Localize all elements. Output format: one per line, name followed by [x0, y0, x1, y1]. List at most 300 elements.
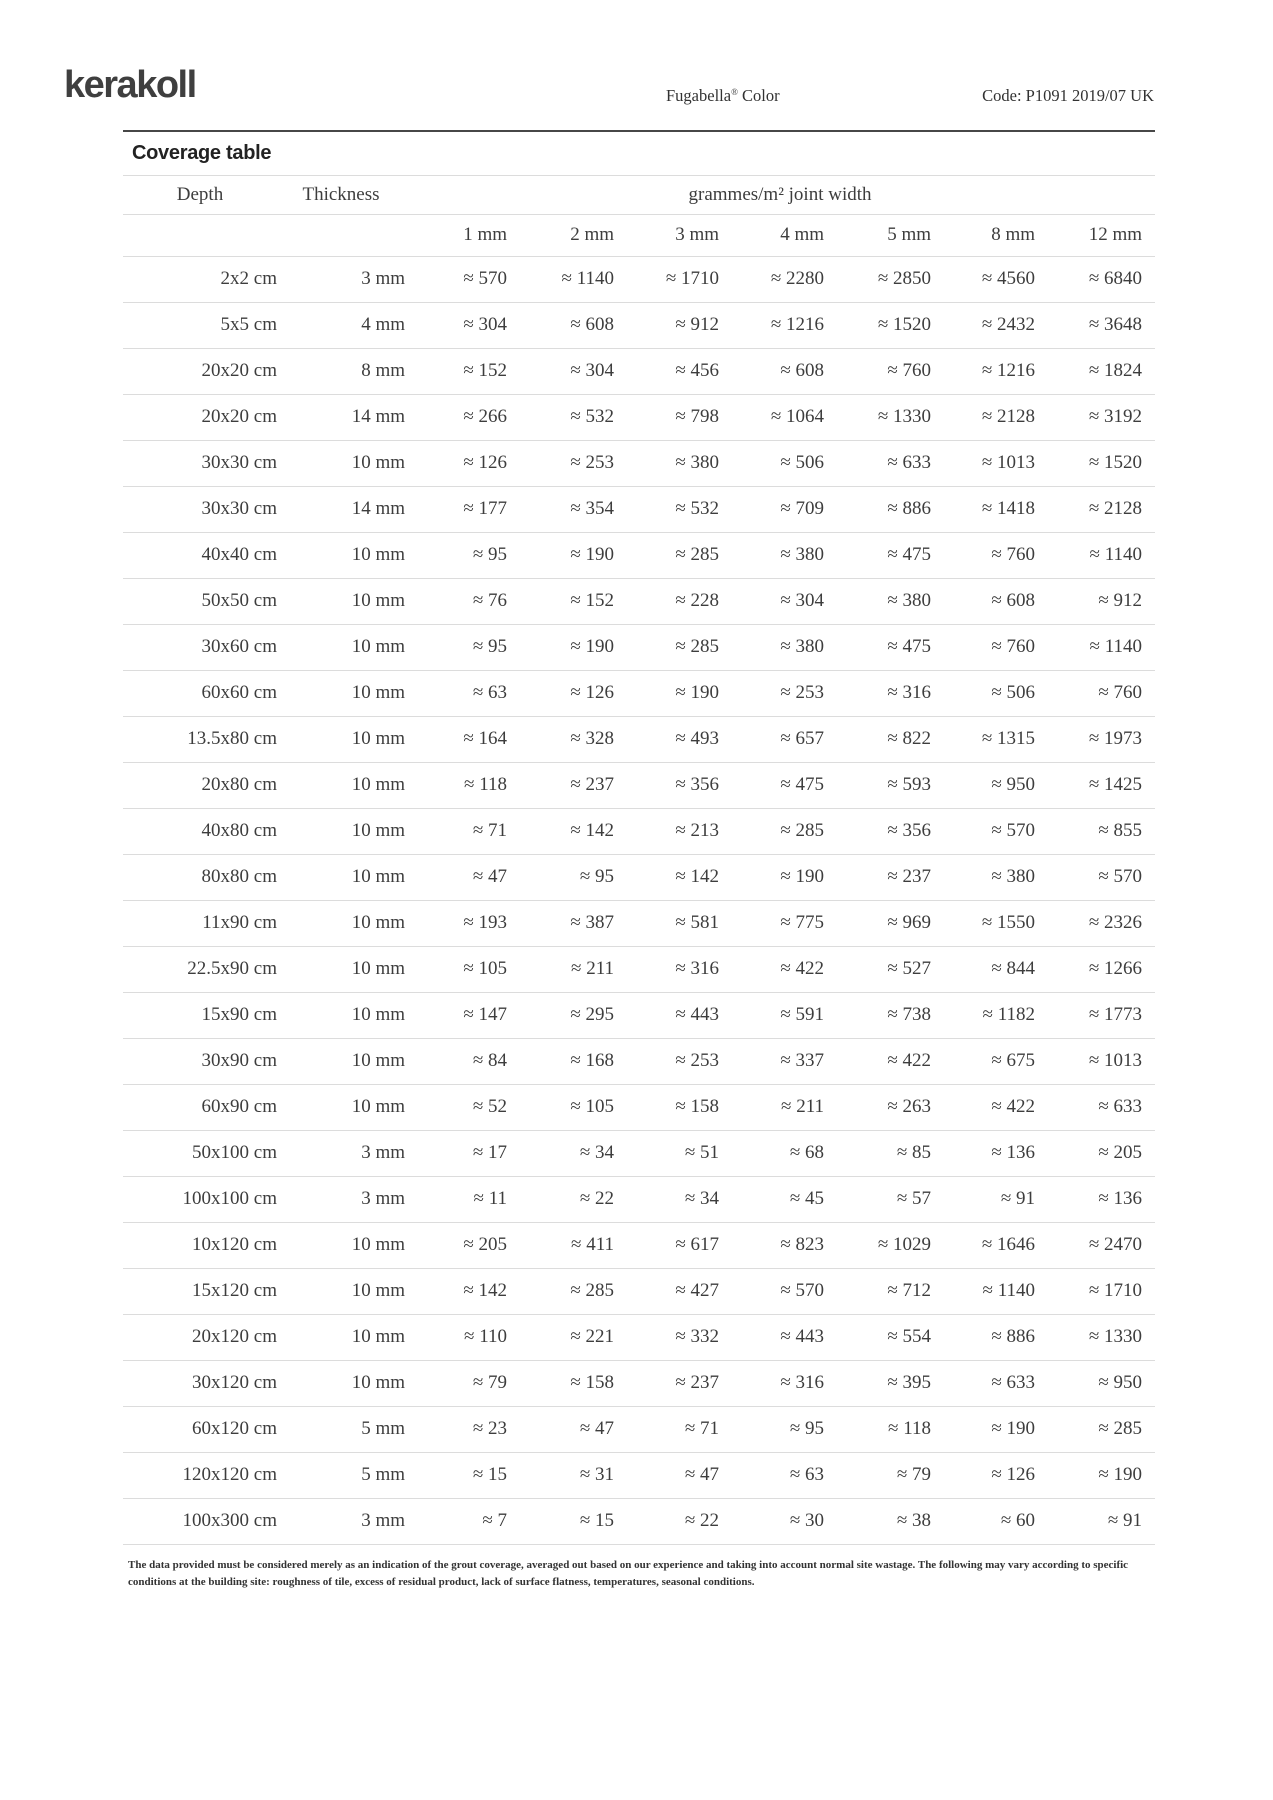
- coverage-value-cell: ≈ 855: [1098, 820, 1143, 841]
- thickness-cell: 10 mm: [351, 1234, 405, 1255]
- table-row: [123, 486, 1155, 532]
- coverage-value-cell: ≈ 633: [1098, 1096, 1143, 1117]
- coverage-value-cell: ≈ 633: [991, 1372, 1035, 1393]
- coverage-value-cell: ≈ 304: [463, 314, 507, 335]
- coverage-value-cell: ≈ 205: [463, 1234, 507, 1255]
- coverage-value-cell: ≈ 1646: [981, 1234, 1035, 1255]
- coverage-value-cell: ≈ 1520: [1088, 452, 1143, 473]
- depth-cell: 60x90 cm: [201, 1096, 277, 1117]
- coverage-value-cell: ≈ 7: [482, 1510, 507, 1531]
- coverage-value-cell: ≈ 387: [570, 912, 614, 933]
- coverage-value-cell: ≈ 142: [675, 866, 719, 887]
- product-title: [666, 86, 780, 106]
- coverage-value-cell: ≈ 237: [675, 1372, 719, 1393]
- depth-cell: 11x90 cm: [202, 912, 277, 933]
- table-row: [123, 348, 1155, 394]
- joint-width-2mm: 2 mm: [570, 224, 614, 245]
- coverage-value-cell: ≈ 1550: [981, 912, 1035, 933]
- product-name: Fugabella: [666, 86, 732, 105]
- coverage-value-cell: ≈ 570: [463, 268, 507, 289]
- table-header-row: [123, 176, 1155, 214]
- thickness-cell: 3 mm: [361, 1510, 405, 1531]
- coverage-value-cell: ≈ 380: [887, 590, 931, 611]
- coverage-value-cell: ≈ 1710: [665, 268, 719, 289]
- coverage-value-cell: ≈ 136: [1098, 1188, 1143, 1209]
- depth-cell: 30x120 cm: [192, 1372, 277, 1393]
- coverage-value-cell: ≈ 591: [780, 1004, 824, 1025]
- registered-trademark-symbol: ®: [731, 87, 738, 97]
- coverage-value-cell: ≈ 158: [675, 1096, 719, 1117]
- coverage-value-cell: ≈ 17: [472, 1142, 507, 1163]
- coverage-value-cell: ≈ 2432: [981, 314, 1035, 335]
- coverage-value-cell: ≈ 760: [991, 636, 1035, 657]
- depth-cell: 50x100 cm: [192, 1142, 277, 1163]
- coverage-value-cell: ≈ 608: [991, 590, 1035, 611]
- thickness-cell: 10 mm: [351, 820, 405, 841]
- coverage-value-cell: ≈ 617: [675, 1234, 719, 1255]
- table-row: [123, 1498, 1155, 1544]
- coverage-value-cell: ≈ 285: [570, 1280, 614, 1301]
- coverage-value-cell: ≈ 422: [780, 958, 824, 979]
- table-row: [123, 532, 1155, 578]
- coverage-value-cell: ≈ 3648: [1088, 314, 1143, 335]
- coverage-value-cell: ≈ 237: [887, 866, 931, 887]
- coverage-value-cell: ≈ 316: [887, 682, 931, 703]
- coverage-value-cell: ≈ 253: [570, 452, 614, 473]
- depth-cell: 22.5x90 cm: [187, 958, 277, 979]
- depth-column-header: Depth: [176, 183, 224, 205]
- coverage-value-cell: ≈ 205: [1098, 1142, 1143, 1163]
- coverage-value-cell: ≈ 475: [780, 774, 824, 795]
- depth-cell: 80x80 cm: [201, 866, 277, 887]
- coverage-value-cell: ≈ 532: [570, 406, 614, 427]
- thickness-cell: 10 mm: [351, 544, 405, 565]
- coverage-value-cell: ≈ 1824: [1088, 360, 1143, 381]
- coverage-value-cell: ≈ 608: [780, 360, 824, 381]
- coverage-value-cell: ≈ 110: [464, 1326, 507, 1347]
- grammes-joint-width-header: grammes/m² joint width: [688, 183, 872, 205]
- coverage-value-cell: ≈ 1330: [877, 406, 931, 427]
- thickness-cell: 10 mm: [351, 682, 405, 703]
- coverage-section: [123, 130, 1155, 1592]
- coverage-value-cell: ≈ 4560: [981, 268, 1035, 289]
- table-row: [123, 256, 1155, 302]
- coverage-value-cell: ≈ 1140: [982, 1280, 1035, 1301]
- coverage-value-cell: ≈ 85: [896, 1142, 931, 1163]
- depth-cell: 100x100 cm: [182, 1188, 277, 1209]
- joint-width-12mm: 12 mm: [1088, 224, 1143, 245]
- coverage-value-cell: ≈ 2850: [877, 268, 931, 289]
- coverage-value-cell: ≈ 332: [675, 1326, 719, 1347]
- coverage-value-cell: ≈ 1064: [770, 406, 824, 427]
- coverage-value-cell: ≈ 84: [472, 1050, 507, 1071]
- thickness-cell: 10 mm: [351, 866, 405, 887]
- coverage-value-cell: ≈ 1266: [1088, 958, 1143, 979]
- coverage-value-cell: ≈ 47: [579, 1418, 614, 1439]
- joint-width-5mm: 5 mm: [887, 224, 931, 245]
- coverage-table-title: Coverage table: [123, 130, 1155, 176]
- coverage-value-cell: ≈ 253: [780, 682, 824, 703]
- coverage-value-cell: ≈ 2470: [1088, 1234, 1143, 1255]
- thickness-cell: 10 mm: [351, 1004, 405, 1025]
- coverage-value-cell: ≈ 304: [570, 360, 614, 381]
- coverage-value-cell: ≈ 30: [789, 1510, 824, 1531]
- depth-cell: 60x60 cm: [201, 682, 277, 703]
- coverage-value-cell: ≈ 68: [789, 1142, 824, 1163]
- table-row: [123, 900, 1155, 946]
- coverage-value-cell: ≈ 95: [472, 636, 507, 657]
- coverage-value-cell: ≈ 95: [579, 866, 614, 887]
- coverage-value-cell: ≈ 63: [472, 682, 507, 703]
- table-row: [123, 578, 1155, 624]
- coverage-value-cell: ≈ 6840: [1088, 268, 1143, 289]
- coverage-value-cell: ≈ 45: [789, 1188, 824, 1209]
- coverage-value-cell: ≈ 285: [675, 544, 719, 565]
- table-row: [123, 992, 1155, 1038]
- coverage-value-cell: ≈ 193: [463, 912, 507, 933]
- coverage-value-cell: ≈ 337: [780, 1050, 824, 1071]
- coverage-value-cell: ≈ 1029: [877, 1234, 931, 1255]
- coverage-value-cell: ≈ 712: [887, 1280, 931, 1301]
- depth-cell: 120x120 cm: [182, 1464, 277, 1485]
- depth-cell: 30x30 cm: [201, 498, 277, 519]
- coverage-value-cell: ≈ 570: [1098, 866, 1143, 887]
- coverage-value-cell: ≈ 456: [675, 360, 719, 381]
- coverage-value-cell: ≈ 886: [991, 1326, 1035, 1347]
- coverage-value-cell: ≈ 1315: [981, 728, 1035, 749]
- coverage-value-cell: ≈ 158: [570, 1372, 614, 1393]
- coverage-value-cell: ≈ 38: [896, 1510, 931, 1531]
- coverage-value-cell: ≈ 316: [780, 1372, 824, 1393]
- table-row: [123, 1360, 1155, 1406]
- coverage-value-cell: ≈ 118: [464, 774, 507, 795]
- coverage-value-cell: ≈ 581: [675, 912, 719, 933]
- coverage-value-cell: ≈ 2280: [770, 268, 824, 289]
- coverage-value-cell: ≈ 253: [675, 1050, 719, 1071]
- empty-cell: [277, 214, 405, 256]
- coverage-value-cell: ≈ 912: [675, 314, 719, 335]
- table-row: [123, 1314, 1155, 1360]
- coverage-value-cell: ≈ 142: [570, 820, 614, 841]
- coverage-value-cell: ≈ 79: [896, 1464, 931, 1485]
- table-row: [123, 670, 1155, 716]
- thickness-cell: 10 mm: [351, 958, 405, 979]
- coverage-value-cell: ≈ 118: [888, 1418, 931, 1439]
- coverage-value-cell: ≈ 71: [472, 820, 507, 841]
- table-row: [123, 1084, 1155, 1130]
- coverage-value-cell: ≈ 47: [472, 866, 507, 887]
- coverage-value-cell: ≈ 190: [1098, 1464, 1143, 1485]
- depth-cell: 40x80 cm: [201, 820, 277, 841]
- thickness-cell: 3 mm: [361, 1142, 405, 1163]
- footnote: The data provided must be considered merely as an indication of the grout coverage, averaged out based on our experience and taking into account normal site wastage. The following may vary according to specific conditions at the building site: roughness of tile, excess of residual product, lack of surface flatness, temperatures, seasonal conditions.: [128, 1558, 1129, 1589]
- depth-cell: 100x300 cm: [182, 1510, 277, 1531]
- table-row: [123, 854, 1155, 900]
- coverage-value-cell: ≈ 316: [675, 958, 719, 979]
- coverage-value-cell: ≈ 380: [991, 866, 1035, 887]
- table-row: [123, 808, 1155, 854]
- document-code: Code: P1091 2019/07 UK: [982, 86, 1154, 105]
- coverage-value-cell: ≈ 356: [887, 820, 931, 841]
- thickness-cell: 5 mm: [361, 1418, 405, 1439]
- coverage-value-cell: ≈ 1140: [1089, 636, 1143, 657]
- coverage-value-cell: ≈ 380: [675, 452, 719, 473]
- coverage-value-cell: ≈ 31: [579, 1464, 614, 1485]
- joint-width-8mm: 8 mm: [991, 224, 1035, 245]
- coverage-value-cell: ≈ 1710: [1088, 1280, 1143, 1301]
- coverage-value-cell: ≈ 1182: [982, 1004, 1035, 1025]
- coverage-value-cell: ≈ 506: [991, 682, 1035, 703]
- joint-width-1mm: 1 mm: [463, 224, 507, 245]
- coverage-value-cell: ≈ 221: [570, 1326, 614, 1347]
- coverage-value-cell: ≈ 22: [684, 1510, 719, 1531]
- table-row: [123, 1176, 1155, 1222]
- table-row: [123, 394, 1155, 440]
- thickness-cell: 10 mm: [351, 1280, 405, 1301]
- coverage-value-cell: ≈ 2128: [1088, 498, 1143, 519]
- coverage-value-cell: ≈ 285: [675, 636, 719, 657]
- coverage-value-cell: ≈ 213: [675, 820, 719, 841]
- coverage-value-cell: ≈ 760: [1098, 682, 1143, 703]
- coverage-value-cell: ≈ 63: [789, 1464, 824, 1485]
- depth-cell: 50x50 cm: [201, 590, 277, 611]
- coverage-value-cell: ≈ 2128: [981, 406, 1035, 427]
- thickness-cell: 10 mm: [351, 1326, 405, 1347]
- coverage-value-cell: ≈ 1418: [981, 498, 1035, 519]
- coverage-table-body: [123, 256, 1155, 1544]
- depth-cell: 15x90 cm: [201, 1004, 277, 1025]
- coverage-value-cell: ≈ 950: [1098, 1372, 1143, 1393]
- thickness-cell: 8 mm: [361, 360, 405, 381]
- coverage-value-cell: ≈ 395: [887, 1372, 931, 1393]
- coverage-value-cell: ≈ 147: [463, 1004, 507, 1025]
- coverage-value-cell: ≈ 760: [887, 360, 931, 381]
- coverage-value-cell: ≈ 105: [570, 1096, 614, 1117]
- coverage-value-cell: ≈ 738: [887, 1004, 931, 1025]
- coverage-value-cell: ≈ 411: [571, 1234, 614, 1255]
- coverage-value-cell: ≈ 95: [789, 1418, 824, 1439]
- coverage-value-cell: ≈ 52: [472, 1096, 507, 1117]
- table-row: [123, 624, 1155, 670]
- coverage-value-cell: ≈ 190: [991, 1418, 1035, 1439]
- coverage-value-cell: ≈ 443: [675, 1004, 719, 1025]
- coverage-value-cell: ≈ 190: [570, 544, 614, 565]
- coverage-value-cell: ≈ 1140: [561, 268, 614, 289]
- coverage-value-cell: ≈ 51: [684, 1142, 719, 1163]
- coverage-value-cell: ≈ 126: [570, 682, 614, 703]
- coverage-value-cell: ≈ 228: [675, 590, 719, 611]
- joint-width-4mm: 4 mm: [780, 224, 824, 245]
- coverage-value-cell: ≈ 1520: [877, 314, 931, 335]
- coverage-value-cell: ≈ 844: [991, 958, 1035, 979]
- coverage-value-cell: ≈ 190: [675, 682, 719, 703]
- coverage-value-cell: ≈ 304: [780, 590, 824, 611]
- coverage-value-cell: ≈ 1425: [1088, 774, 1143, 795]
- coverage-value-cell: ≈ 76: [472, 590, 507, 611]
- coverage-value-cell: ≈ 1013: [981, 452, 1035, 473]
- coverage-value-cell: ≈ 79: [472, 1372, 507, 1393]
- coverage-value-cell: ≈ 23: [472, 1418, 507, 1439]
- thickness-cell: 10 mm: [351, 636, 405, 657]
- coverage-value-cell: ≈ 95: [472, 544, 507, 565]
- table-row: [123, 946, 1155, 992]
- thickness-cell: 10 mm: [351, 452, 405, 473]
- coverage-value-cell: ≈ 380: [780, 636, 824, 657]
- depth-cell: 60x120 cm: [192, 1418, 277, 1439]
- table-row: [123, 762, 1155, 808]
- coverage-value-cell: ≈ 1140: [1089, 544, 1143, 565]
- thickness-cell: 10 mm: [351, 728, 405, 749]
- table-row: [123, 302, 1155, 348]
- coverage-value-cell: ≈ 211: [781, 1096, 824, 1117]
- depth-cell: 40x40 cm: [201, 544, 277, 565]
- coverage-value-cell: ≈ 142: [463, 1280, 507, 1301]
- coverage-value-cell: ≈ 71: [684, 1418, 719, 1439]
- coverage-value-cell: ≈ 152: [463, 360, 507, 381]
- depth-cell: 15x120 cm: [192, 1280, 277, 1301]
- coverage-value-cell: ≈ 633: [887, 452, 931, 473]
- table-row: [123, 716, 1155, 762]
- coverage-value-cell: ≈ 475: [887, 636, 931, 657]
- coverage-value-cell: ≈ 237: [570, 774, 614, 795]
- empty-cell: [123, 214, 277, 256]
- coverage-value-cell: ≈ 168: [570, 1050, 614, 1071]
- coverage-value-cell: ≈ 1216: [981, 360, 1035, 381]
- coverage-value-cell: ≈ 493: [675, 728, 719, 749]
- coverage-value-cell: ≈ 969: [887, 912, 931, 933]
- table-row: [123, 1038, 1155, 1084]
- coverage-value-cell: ≈ 709: [780, 498, 824, 519]
- thickness-cell: 5 mm: [361, 1464, 405, 1485]
- coverage-value-cell: ≈ 22: [579, 1188, 614, 1209]
- coverage-value-cell: ≈ 422: [887, 1050, 931, 1071]
- table-row: [123, 1222, 1155, 1268]
- coverage-value-cell: ≈ 354: [570, 498, 614, 519]
- depth-cell: 30x30 cm: [201, 452, 277, 473]
- coverage-value-cell: ≈ 912: [1098, 590, 1143, 611]
- coverage-value-cell: ≈ 798: [675, 406, 719, 427]
- coverage-value-cell: ≈ 285: [1098, 1418, 1143, 1439]
- thickness-column-header: Thickness: [302, 183, 380, 205]
- coverage-table: [123, 176, 1155, 1545]
- coverage-value-cell: ≈ 11: [473, 1188, 507, 1209]
- joint-width-3mm: 3 mm: [675, 224, 719, 245]
- coverage-value-cell: ≈ 60: [1000, 1510, 1035, 1531]
- coverage-value-cell: ≈ 570: [780, 1280, 824, 1301]
- thickness-cell: 10 mm: [351, 1050, 405, 1071]
- coverage-value-cell: ≈ 475: [887, 544, 931, 565]
- coverage-value-cell: ≈ 126: [991, 1464, 1035, 1485]
- depth-cell: 2x2 cm: [220, 268, 277, 289]
- coverage-value-cell: ≈ 1773: [1088, 1004, 1143, 1025]
- coverage-value-cell: ≈ 34: [684, 1188, 719, 1209]
- coverage-value-cell: ≈ 570: [991, 820, 1035, 841]
- table-row: [123, 1406, 1155, 1452]
- coverage-value-cell: ≈ 57: [896, 1188, 931, 1209]
- coverage-value-cell: ≈ 34: [579, 1142, 614, 1163]
- coverage-value-cell: ≈ 886: [887, 498, 931, 519]
- coverage-value-cell: ≈ 91: [1107, 1510, 1143, 1531]
- coverage-value-cell: ≈ 675: [991, 1050, 1035, 1071]
- coverage-value-cell: ≈ 760: [991, 544, 1035, 565]
- coverage-value-cell: ≈ 608: [570, 314, 614, 335]
- depth-cell: 13.5x80 cm: [187, 728, 277, 749]
- thickness-cell: 4 mm: [361, 314, 405, 335]
- table-row: [123, 1268, 1155, 1314]
- coverage-value-cell: ≈ 554: [887, 1326, 931, 1347]
- coverage-value-cell: ≈ 532: [675, 498, 719, 519]
- coverage-value-cell: ≈ 285: [780, 820, 824, 841]
- coverage-value-cell: ≈ 295: [570, 1004, 614, 1025]
- thickness-cell: 10 mm: [351, 912, 405, 933]
- coverage-value-cell: ≈ 266: [463, 406, 507, 427]
- joint-width-subheader-row: [123, 214, 1155, 256]
- thickness-cell: 10 mm: [351, 774, 405, 795]
- coverage-value-cell: ≈ 427: [675, 1280, 719, 1301]
- coverage-value-cell: ≈ 164: [463, 728, 507, 749]
- thickness-cell: 14 mm: [351, 406, 405, 427]
- coverage-value-cell: ≈ 1973: [1088, 728, 1143, 749]
- thickness-cell: 10 mm: [351, 1372, 405, 1393]
- coverage-value-cell: ≈ 422: [991, 1096, 1035, 1117]
- coverage-value-cell: ≈ 1013: [1088, 1050, 1143, 1071]
- coverage-value-cell: ≈ 950: [991, 774, 1035, 795]
- coverage-value-cell: ≈ 506: [780, 452, 824, 473]
- coverage-value-cell: ≈ 822: [887, 728, 931, 749]
- coverage-value-cell: ≈ 190: [780, 866, 824, 887]
- coverage-value-cell: ≈ 211: [571, 958, 614, 979]
- coverage-value-cell: ≈ 775: [780, 912, 824, 933]
- coverage-value-cell: ≈ 47: [684, 1464, 719, 1485]
- coverage-value-cell: ≈ 527: [887, 958, 931, 979]
- table-row: [123, 1130, 1155, 1176]
- depth-cell: 20x20 cm: [201, 406, 277, 427]
- coverage-value-cell: ≈ 190: [570, 636, 614, 657]
- thickness-cell: 10 mm: [351, 1096, 405, 1117]
- thickness-cell: 3 mm: [361, 268, 405, 289]
- coverage-value-cell: ≈ 15: [579, 1510, 614, 1531]
- depth-cell: 20x80 cm: [201, 774, 277, 795]
- coverage-value-cell: ≈ 657: [780, 728, 824, 749]
- coverage-value-cell: ≈ 105: [463, 958, 507, 979]
- kerakoll-logo: kerakoll: [64, 64, 196, 106]
- depth-cell: 10x120 cm: [192, 1234, 277, 1255]
- thickness-cell: 14 mm: [351, 498, 405, 519]
- coverage-value-cell: ≈ 177: [463, 498, 507, 519]
- coverage-value-cell: ≈ 126: [463, 452, 507, 473]
- table-row: [123, 440, 1155, 486]
- product-suffix: Color: [737, 86, 780, 105]
- depth-cell: 30x60 cm: [201, 636, 277, 657]
- coverage-value-cell: ≈ 443: [780, 1326, 824, 1347]
- table-row: [123, 1452, 1155, 1498]
- coverage-value-cell: ≈ 593: [887, 774, 931, 795]
- coverage-value-cell: ≈ 152: [570, 590, 614, 611]
- coverage-value-cell: ≈ 15: [472, 1464, 507, 1485]
- coverage-value-cell: ≈ 3192: [1088, 406, 1143, 427]
- thickness-cell: 10 mm: [351, 590, 405, 611]
- coverage-value-cell: ≈ 136: [991, 1142, 1035, 1163]
- coverage-value-cell: ≈ 1216: [770, 314, 824, 335]
- thickness-cell: 3 mm: [361, 1188, 405, 1209]
- coverage-value-cell: ≈ 263: [887, 1096, 931, 1117]
- coverage-value-cell: ≈ 2326: [1088, 912, 1143, 933]
- coverage-value-cell: ≈ 1330: [1088, 1326, 1143, 1347]
- coverage-value-cell: ≈ 91: [1000, 1188, 1035, 1209]
- coverage-value-cell: ≈ 356: [675, 774, 719, 795]
- depth-cell: 20x120 cm: [192, 1326, 277, 1347]
- coverage-value-cell: ≈ 328: [570, 728, 614, 749]
